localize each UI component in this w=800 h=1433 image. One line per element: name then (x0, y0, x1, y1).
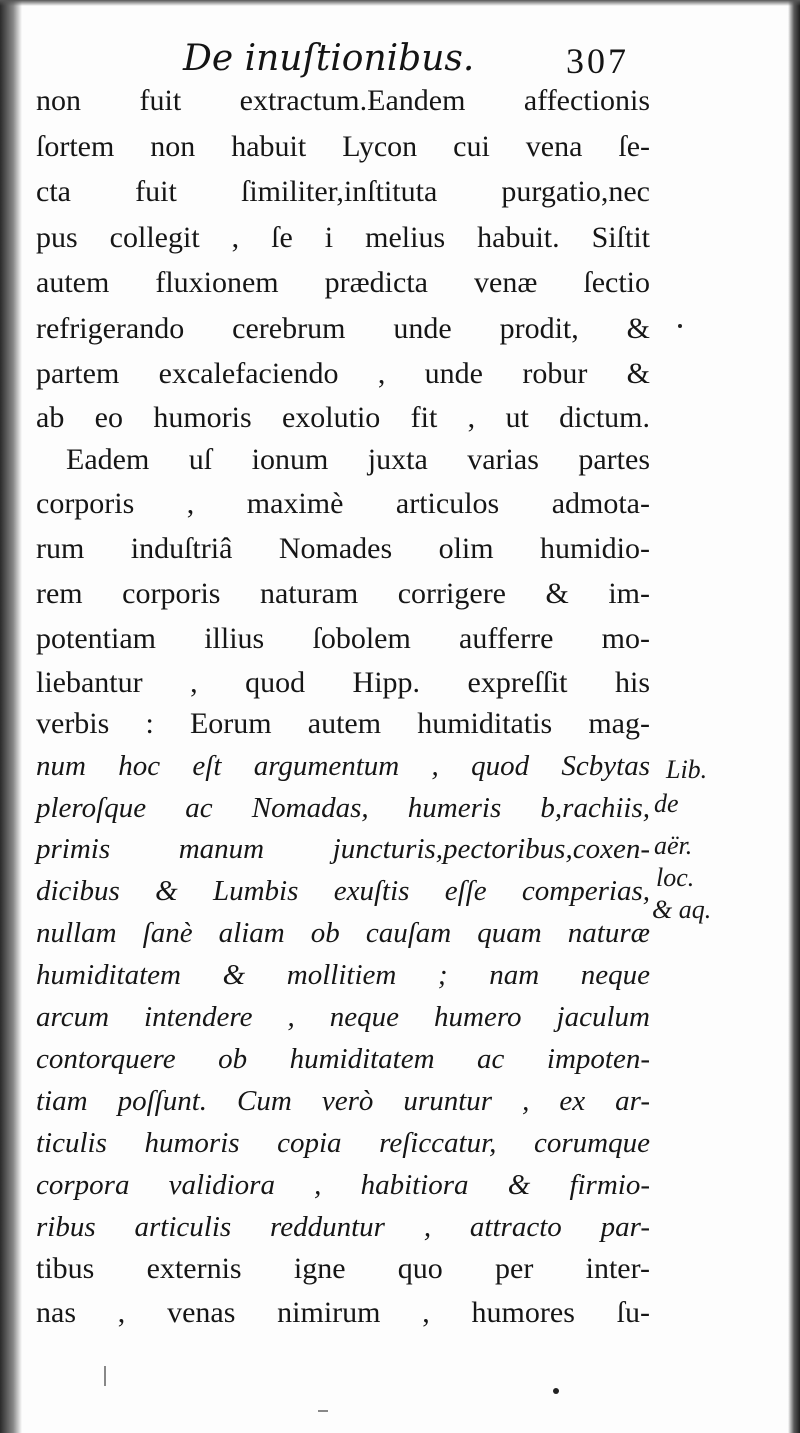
running-title: De inuſtionibus. (183, 38, 475, 79)
text-line: rem corporis naturam corrigere & im- (36, 577, 650, 610)
ink-speck (678, 324, 682, 328)
text-line: Eadem uſ ionum juxta varias partes (66, 443, 650, 476)
margin-note-line: & aq. (652, 895, 712, 924)
text-line: rum induſtriâ Nomades olim humidio- (36, 532, 650, 565)
margin-note-line: loc. (656, 863, 695, 892)
text-line: partem excalefaciendo , unde robur & (36, 357, 650, 390)
text-line: nas , venas nimirum , humores ſu- (36, 1296, 650, 1329)
text-line: contorquere ob humiditatem ac impoten- (36, 1043, 650, 1075)
text-line: ab eo humoris exolutio fit , ut dictum. (36, 401, 650, 434)
ink-mark (318, 1410, 328, 1412)
text-line: liebantur , quod Hipp. expreſſit his (36, 666, 650, 699)
text-line: non fuit extractum.Eandem affectionis (36, 84, 650, 117)
text-line: ticulis humoris copia reſiccatur, corumque (36, 1127, 650, 1159)
text-line: ſortem non habuit Lycon cui vena ſe- (36, 130, 650, 163)
text-line: cta fuit ſimiliter,inſtituta purgatio,nec (36, 175, 650, 208)
text-line: nullam ſanè aliam ob cauſam quam naturæ (36, 917, 650, 949)
text-line: potentiam illius ſobolem aufferre mo- (36, 622, 650, 655)
text-line: num hoc eſt argumentum , quod Scbytas (36, 750, 650, 782)
text-line: pleroſque ac Nomadas, humeris b,rachiis, (36, 792, 650, 824)
text-line: arcum intendere , neque humero jaculum (36, 1001, 650, 1033)
text-line: autem fluxionem prædicta venæ ſectio (36, 266, 650, 299)
text-line: dicibus & Lumbis exuſtis eſſe comperias, (36, 875, 650, 907)
ink-mark (104, 1366, 106, 1386)
text-line: humiditatem & mollitiem ; nam neque (36, 959, 650, 991)
page-number: 307 (566, 41, 629, 81)
text-line: tiam poſſunt. Cum verò uruntur , ex ar- (36, 1085, 650, 1117)
text-line: corporis , maximè articulos admota- (36, 487, 650, 520)
margin-note-line: de (654, 789, 679, 818)
margin-note-line: aër. (654, 831, 693, 860)
margin-note-line: Lib. (666, 755, 708, 784)
text-line: tibus externis igne quo per inter- (36, 1252, 650, 1285)
text-line: corpora validiora , habitiora & firmio- (36, 1169, 650, 1201)
text-line: primis manum juncturis,pectoribus,coxen- (36, 833, 650, 865)
text-line: verbis : Eorum autem humiditatis mag- (36, 707, 650, 740)
text-line: refrigerando cerebrum unde prodit, & (36, 312, 650, 345)
text-line: ribus articulis redduntur , attracto par- (36, 1211, 650, 1243)
ink-speck (553, 1388, 559, 1394)
text-line: pus collegit , ſe i melius habuit. Siſtit (36, 221, 650, 254)
